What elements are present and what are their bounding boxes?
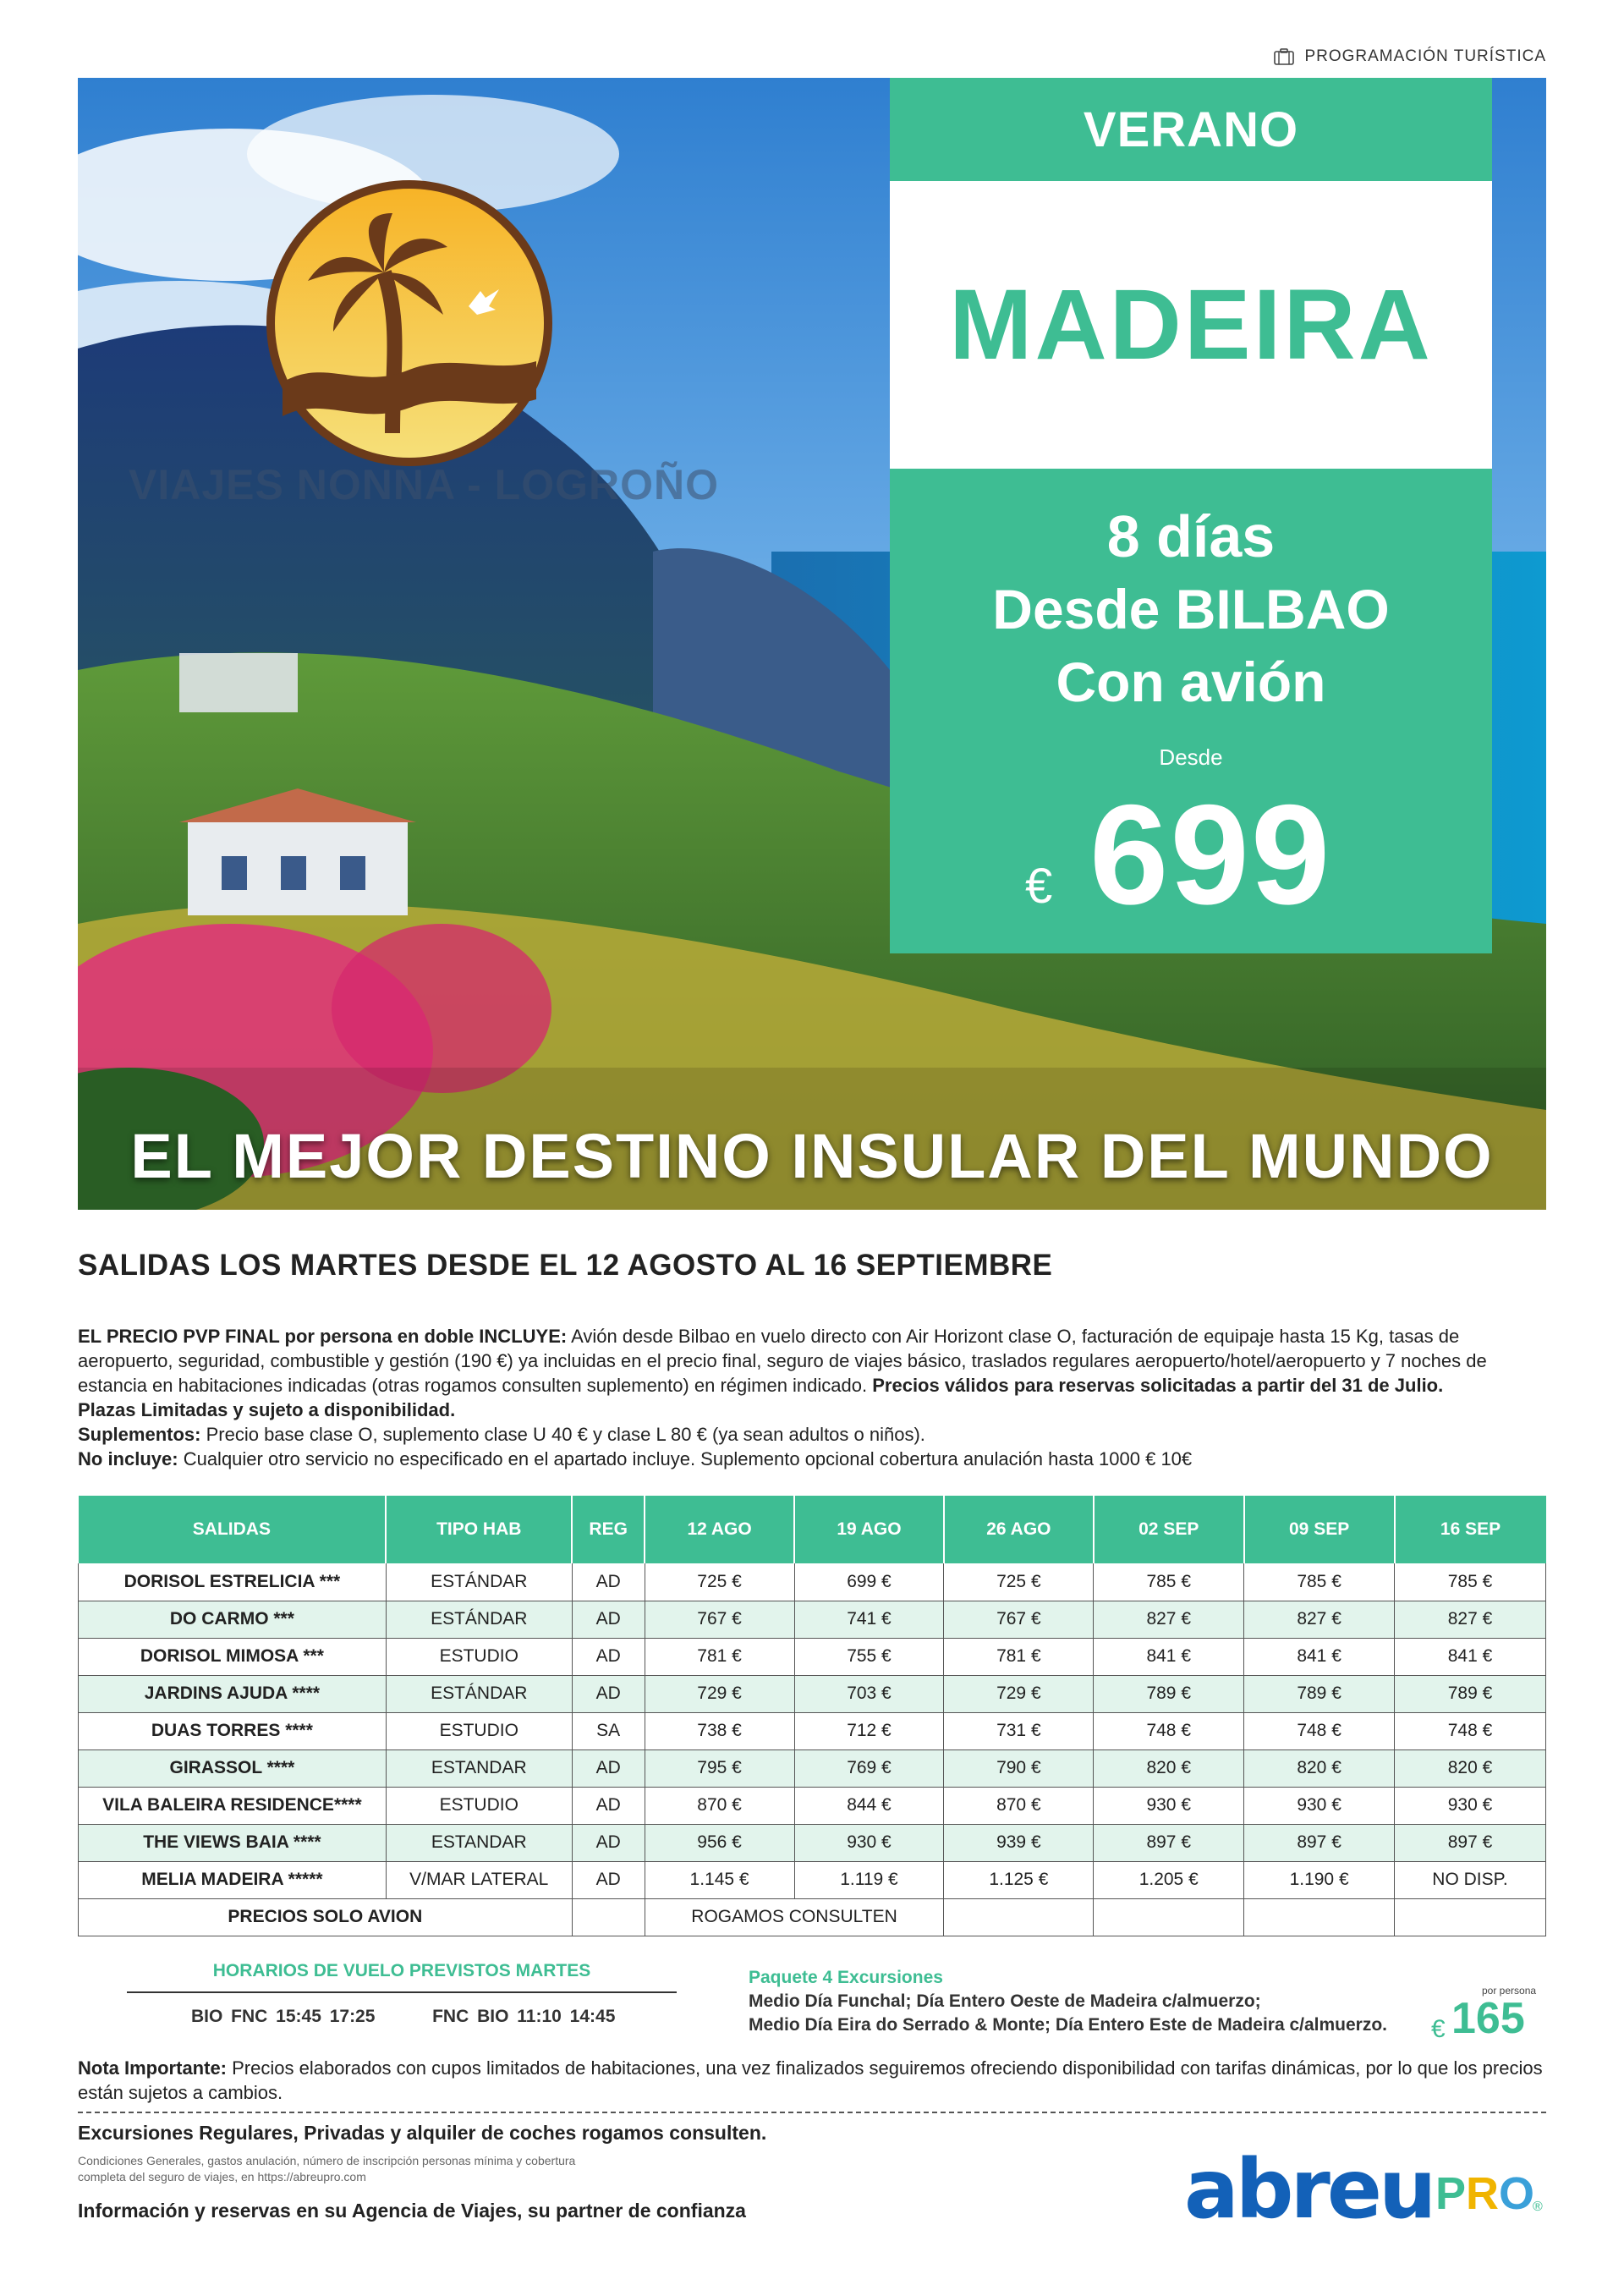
package-price: 165 [1451, 1994, 1525, 2043]
table-cell [944, 1898, 1094, 1936]
hotel-name-cell: MELIA MADEIRA ***** [79, 1861, 387, 1898]
table-cell: 789 € [1395, 1675, 1546, 1712]
table-header: 26 AGO [944, 1496, 1094, 1563]
pro-letter-o: O [1499, 2168, 1535, 2219]
table-header: 12 AGO [645, 1496, 794, 1563]
table-cell: 785 € [1244, 1563, 1395, 1601]
slogan: EL MEJOR DESTINO INSULAR DEL MUNDO [130, 1121, 1494, 1191]
table-cell: 748 € [1395, 1712, 1546, 1749]
table-cell: AD [572, 1563, 645, 1601]
table-cell [1094, 1898, 1244, 1936]
table-cell: 703 € [794, 1675, 944, 1712]
table-cell: 939 € [944, 1824, 1094, 1861]
table-header: 19 AGO [794, 1496, 944, 1563]
package-title: Paquete 4 Excursiones [749, 1968, 943, 1987]
table-cell: 897 € [1395, 1824, 1546, 1861]
table-cell: 785 € [1395, 1563, 1546, 1601]
hotel-name-cell: DORISOL MIMOSA *** [79, 1638, 387, 1675]
pro-letter-r: R [1466, 2168, 1500, 2219]
table-cell: 870 € [944, 1787, 1094, 1824]
hotel-name-cell: DUAS TORRES **** [79, 1712, 387, 1749]
hotel-name-cell: DO CARMO *** [79, 1601, 387, 1638]
table-cell: 781 € [645, 1638, 794, 1675]
dashed-divider [78, 2112, 1546, 2113]
table-row [79, 1749, 1546, 1787]
package-per-person: por persona [1482, 1985, 1537, 1997]
table-cell: 1.119 € [794, 1861, 944, 1898]
table-cell: ESTUDIO [386, 1638, 572, 1675]
agency-logo-text: VIAJES NONNA - LOGROÑO [129, 461, 719, 508]
offer-band [890, 469, 1492, 953]
validity-note: Precios válidos para reservas solicitadas a partir del 31 de Julio. [872, 1375, 1444, 1396]
table-cell: 741 € [794, 1601, 944, 1638]
main-price: 699 [1089, 775, 1332, 934]
pro-letter-p: P [1435, 2168, 1467, 2219]
table-header: REG [572, 1496, 645, 1563]
table-cell: ESTUDIO [386, 1712, 572, 1749]
table-header: SALIDAS [79, 1496, 387, 1563]
table-cell: ESTUDIO [386, 1787, 572, 1824]
table-cell: 1.125 € [944, 1861, 1094, 1898]
package-currency: € [1431, 2015, 1446, 2043]
registered-mark: ® [1533, 2200, 1543, 2214]
nota-label: Nota Importante: [78, 2057, 227, 2079]
table-cell: 897 € [1094, 1824, 1244, 1861]
table-header: 02 SEP [1094, 1496, 1244, 1563]
table-cell: 729 € [944, 1675, 1094, 1712]
table-cell: 769 € [794, 1749, 944, 1787]
table-header-row [79, 1496, 1546, 1563]
booking-info: Información y reservas en su Agencia de Viajes, su partner de confianza [78, 2200, 746, 2222]
table-row [79, 1675, 1546, 1712]
table-row [79, 1861, 1546, 1898]
table-cell: AD [572, 1638, 645, 1675]
table-cell: ESTANDAR [386, 1749, 572, 1787]
nota-text: Precios elaborados con cupos limitados de habitaciones, una vez finalizados seguiremos ofreciendo disponibilidad con tarifas dinámicas, por lo que los precios están sujetos a cambios. [78, 2057, 1543, 2103]
table-cell [1395, 1898, 1546, 1936]
incluye-label: EL PRECIO PVP FINAL por persona en doble INCLUYE: [78, 1326, 568, 1347]
table-cell: NO DISP. [1395, 1861, 1546, 1898]
table-cell: 789 € [1244, 1675, 1395, 1712]
table-cell: 1.190 € [1244, 1861, 1395, 1898]
table-cell: 785 € [1094, 1563, 1244, 1601]
hotel-name-cell: GIRASSOL **** [79, 1749, 387, 1787]
table-row [79, 1787, 1546, 1824]
table-cell: 748 € [1094, 1712, 1244, 1749]
price-table [78, 1496, 1546, 1936]
table-row [79, 1638, 1546, 1675]
category-header [1274, 47, 1546, 66]
table-cell: 731 € [944, 1712, 1094, 1749]
suplementos-text: Precio base clase O, suplemento clase U 40 € y clase L 80 € (ya sean adultos o niños). [206, 1424, 925, 1445]
table-cell: 897 € [1244, 1824, 1395, 1861]
table-row [79, 1712, 1546, 1749]
duration-label: 8 días [1106, 503, 1276, 569]
table-cell: 827 € [1244, 1601, 1395, 1638]
hero-banner [78, 78, 1546, 1210]
plazas-note: Plazas Limitadas y sujeto a disponibilidad. [78, 1399, 456, 1420]
excursiones-note: Excursiones Regulares, Privadas y alquiler de coches rogamos consulten. [78, 2122, 767, 2144]
origin-label: Desde BILBAO [992, 578, 1390, 640]
table-cell: 699 € [794, 1563, 944, 1601]
table-header: TIPO HAB [386, 1496, 572, 1563]
package-line-2: Medio Día Eira do Serrado & Monte; Día Entero Este de Madeira c/almuerzo. [749, 2015, 1388, 2035]
table-cell: 870 € [645, 1787, 794, 1824]
table-cell: 820 € [1094, 1749, 1244, 1787]
table-cell: 930 € [1395, 1787, 1546, 1824]
flights-title: HORARIOS DE VUELO PREVISTOS MARTES [212, 1961, 591, 1980]
flights-schedule [191, 2007, 615, 2027]
incluye-text: Avión desde Bilbao en vuelo directo con Air Horizont clase O, facturación de equipaje hasta 15 Kg, tasas de aeropuerto, seguridad, combustible y gestión (190 €) ya incluidas en el precio final, seguro de viajes básico, traslados regulares aeropuerto/hotel/aeropuerto y 7 noches de estancia en habitaciones indicadas (otras rogamos consulten suplemento) en régimen indicado. [78, 1326, 1487, 1396]
hotel-name-cell: DORISOL ESTRELICIA *** [79, 1563, 387, 1601]
table-cell: 930 € [794, 1824, 944, 1861]
solo-avion-value: ROGAMOS CONSULTEN [645, 1898, 944, 1936]
table-header: 09 SEP [1244, 1496, 1395, 1563]
no-incluye-text: Cualquier otro servicio no especificado en el apartado incluye. Suplemento opcional cobertura anulación hasta 1000 € 10€ [183, 1448, 1193, 1469]
solo-avion-label: PRECIOS SOLO AVION [79, 1898, 573, 1936]
promo-panel [890, 78, 1492, 953]
general-conditions: Condiciones Generales, gastos anulación, número de inscripción personas mínima y cobertura completa del seguro de viajes, en https://abreupro.com [78, 2154, 576, 2183]
table-cell: 1.205 € [1094, 1861, 1244, 1898]
table-cell: 725 € [944, 1563, 1094, 1601]
table-cell: 725 € [645, 1563, 794, 1601]
table-cell: 767 € [944, 1601, 1094, 1638]
important-note [78, 2056, 1550, 2105]
table-body [79, 1563, 1546, 1936]
palm-sun-logo [266, 179, 553, 467]
table-cell: AD [572, 1675, 645, 1712]
transport-label: Con avión [1056, 651, 1326, 713]
table-cell: AD [572, 1861, 645, 1898]
table-cell: 930 € [1094, 1787, 1244, 1824]
flight-outbound: BIO FNC 15:45 17:25 [191, 2007, 376, 2026]
table-cell: 789 € [1094, 1675, 1244, 1712]
table-cell: 781 € [944, 1638, 1094, 1675]
table-cell: 748 € [1244, 1712, 1395, 1749]
pro-logo [1435, 2168, 1535, 2219]
departures-headline: SALIDAS LOS MARTES DESDE EL 12 AGOSTO AL 16 SEPTIEMBRE [78, 1249, 1053, 1282]
flights-divider [127, 1991, 677, 1993]
table-cell: AD [572, 1824, 645, 1861]
hotel-name-cell: VILA BALEIRA RESIDENCE**** [79, 1787, 387, 1824]
table-cell [572, 1898, 645, 1936]
table-cell: 844 € [794, 1787, 944, 1824]
table-cell: ESTÁNDAR [386, 1601, 572, 1638]
table-cell: 841 € [1094, 1638, 1244, 1675]
table-header: 16 SEP [1395, 1496, 1546, 1563]
suitcase-icon [1274, 48, 1294, 65]
conditions-block [78, 1324, 1550, 1471]
destination-title: MADEIRA [949, 269, 1433, 381]
table-cell: 841 € [1244, 1638, 1395, 1675]
currency-symbol: € [1025, 859, 1053, 914]
table-cell: SA [572, 1712, 645, 1749]
table-cell: 767 € [645, 1601, 794, 1638]
package-line-1: Medio Día Funchal; Día Entero Oeste de Madeira c/almuerzo; [749, 1991, 1261, 2011]
table-cell: 790 € [944, 1749, 1094, 1787]
suplementos-label: Suplementos: [78, 1424, 201, 1445]
hotel-name-cell: JARDINS AJUDA **** [79, 1675, 387, 1712]
table-cell: 1.145 € [645, 1861, 794, 1898]
table-cell: AD [572, 1601, 645, 1638]
table-cell: ESTÁNDAR [386, 1563, 572, 1601]
season-label: VERANO [1083, 102, 1299, 157]
table-cell: ESTÁNDAR [386, 1675, 572, 1712]
table-cell: 827 € [1094, 1601, 1244, 1638]
flight-inbound: FNC BIO 11:10 14:45 [432, 2007, 616, 2026]
table-row [79, 1601, 1546, 1638]
abreu-logo: abreu [1184, 2142, 1434, 2237]
table-cell: 729 € [645, 1675, 794, 1712]
table-cell: 795 € [645, 1749, 794, 1787]
table-cell: 930 € [1244, 1787, 1395, 1824]
table-cell: V/MAR LATERAL [386, 1861, 572, 1898]
price-from-label: Desde [1159, 744, 1223, 770]
table-cell: 820 € [1395, 1749, 1546, 1787]
hotel-name-cell: THE VIEWS BAIA **** [79, 1824, 387, 1861]
table-cell: 712 € [794, 1712, 944, 1749]
table-cell: 755 € [794, 1638, 944, 1675]
no-incluye-label: No incluye: [78, 1448, 178, 1469]
table-cell: 738 € [645, 1712, 794, 1749]
table-row [79, 1563, 1546, 1601]
table-cell: 841 € [1395, 1638, 1546, 1675]
table-row [79, 1824, 1546, 1861]
table-row-solo-avion [79, 1898, 1546, 1936]
table-cell: ESTANDAR [386, 1824, 572, 1861]
table-cell [1244, 1898, 1395, 1936]
table-cell: AD [572, 1787, 645, 1824]
destination-band [890, 181, 1492, 469]
table-cell: 956 € [645, 1824, 794, 1861]
table-cell: 820 € [1244, 1749, 1395, 1787]
season-band [890, 78, 1492, 181]
table-cell: AD [572, 1749, 645, 1787]
category-label: PROGRAMACIÓN TURÍSTICA [1304, 47, 1546, 65]
table-cell: 827 € [1395, 1601, 1546, 1638]
